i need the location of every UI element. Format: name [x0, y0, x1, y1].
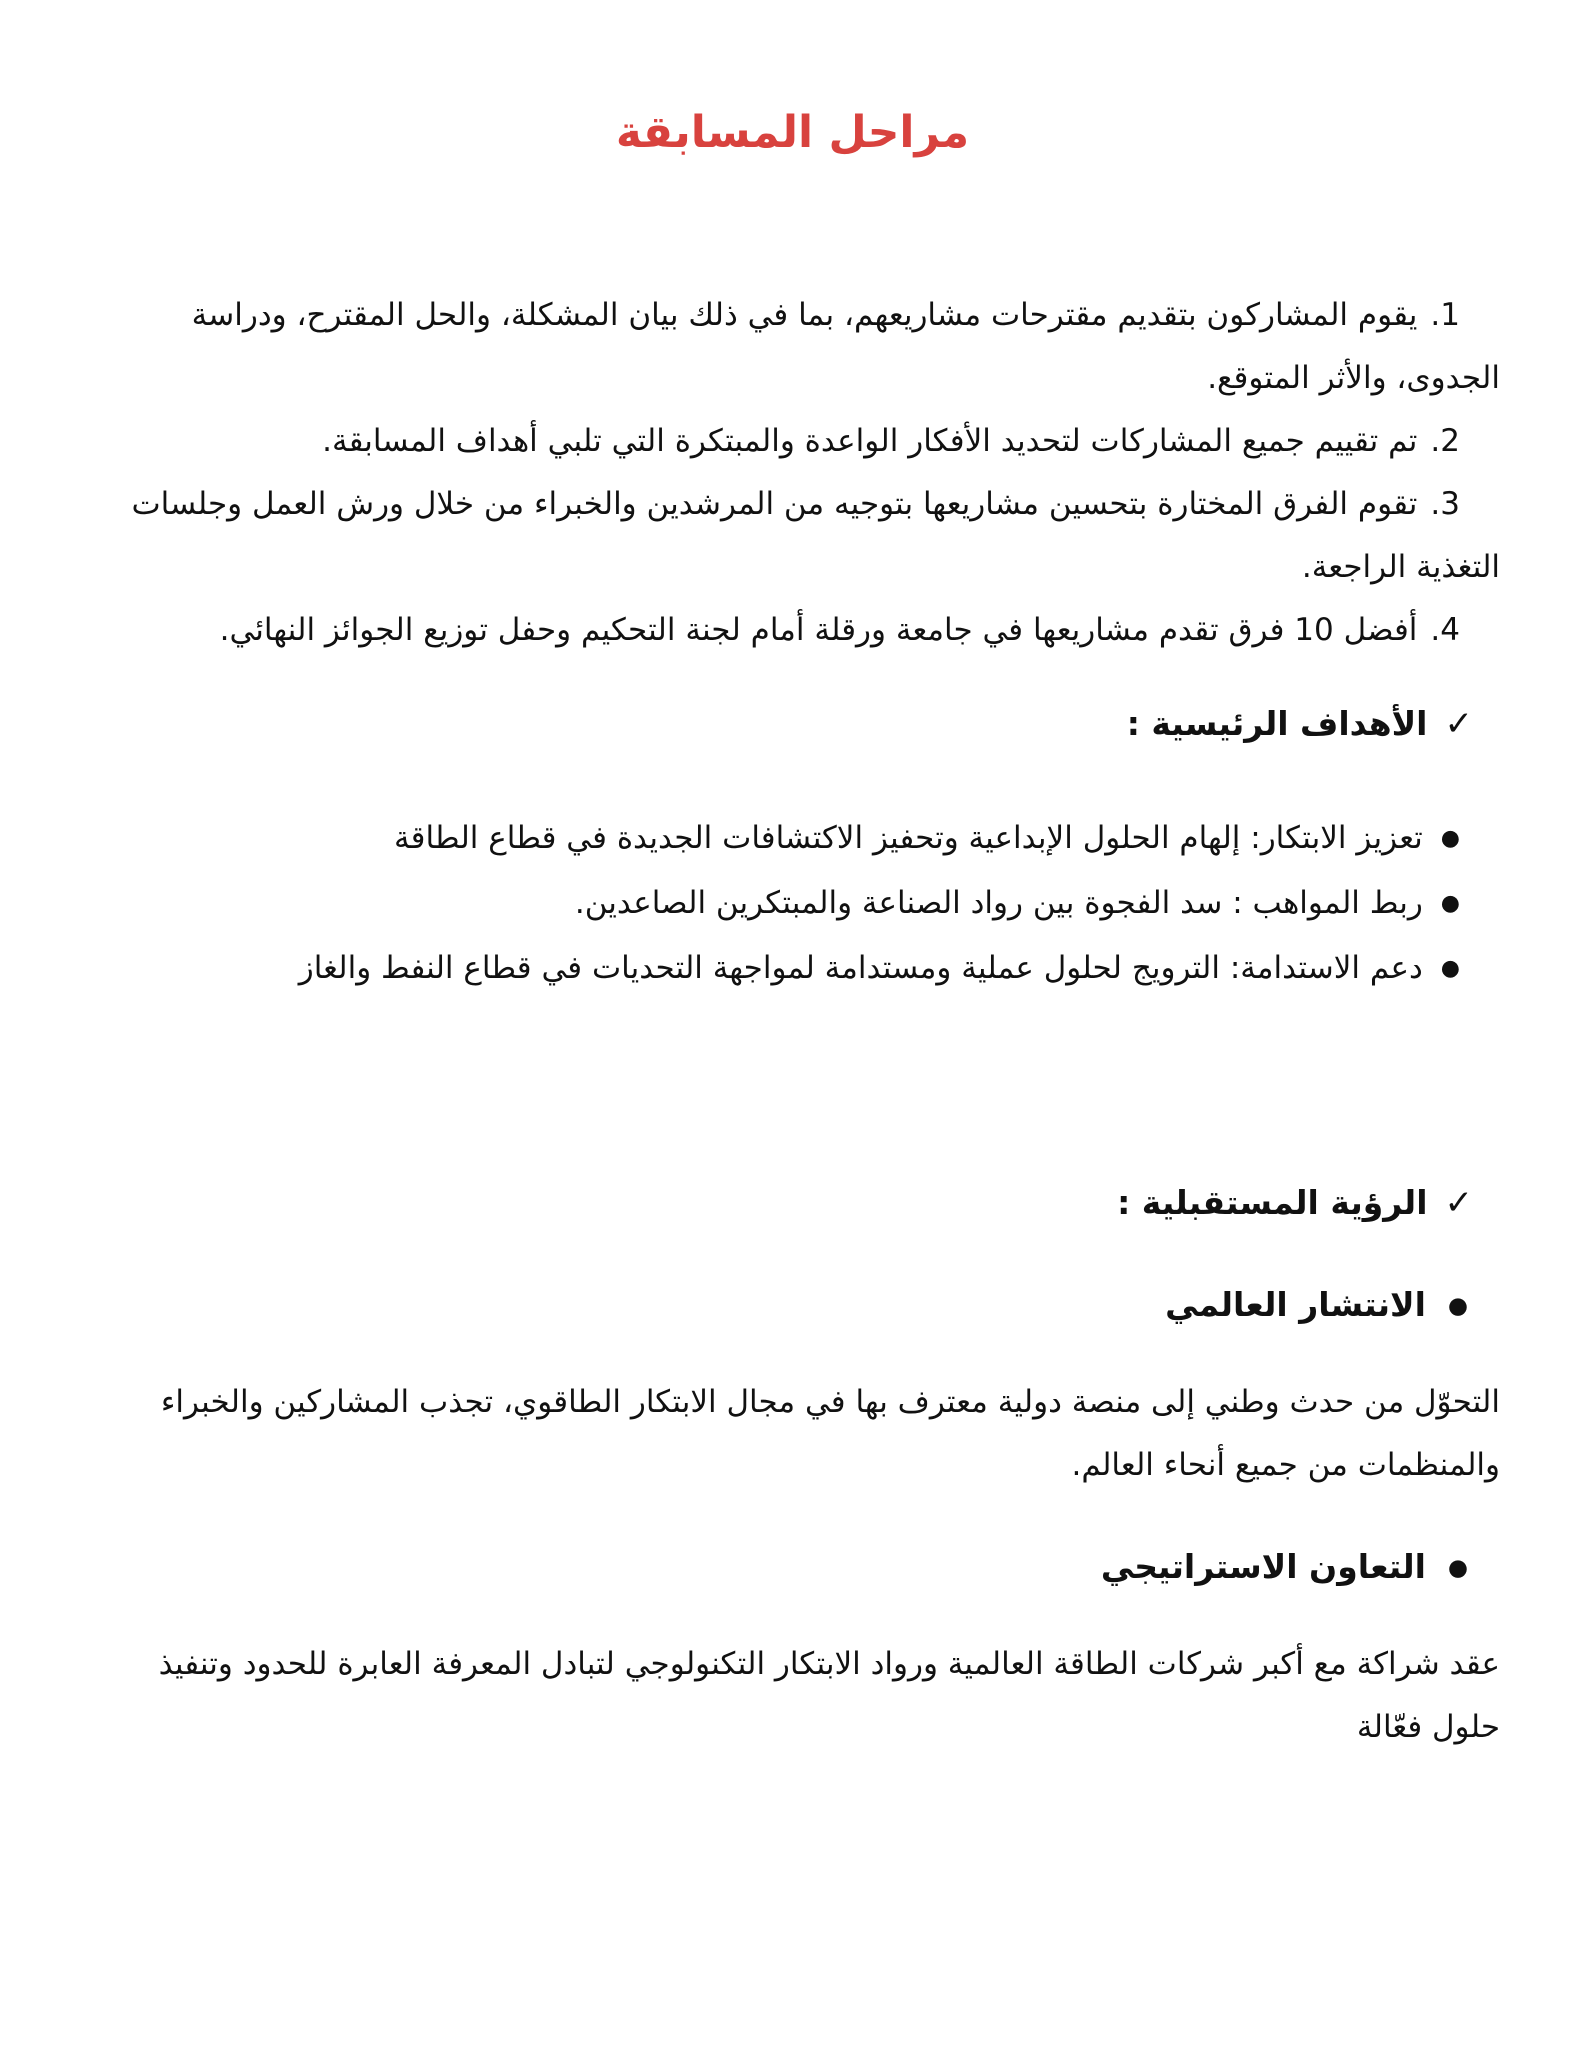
list-number: 2.: [1430, 423, 1460, 459]
list-item: [85, 284, 1500, 410]
objectives-heading: الأهداف الرئيسية :: [1126, 704, 1428, 743]
list-number: 3.: [1430, 486, 1460, 522]
vision-paragraph: عقد شراكة مع أكبر شركات الطاقة العالمية ورواد الابتكار التكنولوجي لتبادل المعرفة العابرة للحدود وتنفيذ حلول فعّالة: [158, 1646, 1500, 1745]
list-number: 1.: [1430, 297, 1460, 333]
checkmark-icon: ✓: [1444, 704, 1473, 744]
page-title: مراحل المسابقة: [615, 107, 970, 158]
list-item: [85, 599, 1500, 662]
stage-text: يقوم المشاركون بتقديم مقترحات مشاريعهم، بما في ذلك بيان المشكلة، والحل المقترح، ودراسة الجدوى، والأثر المتوقع.: [191, 297, 1500, 396]
list-item: [85, 410, 1500, 473]
stage-text: تم تقييم جميع المشاركات لتحديد الأفكار الواعدة والمبتكرة التي تلبي أهداف المسابقة.: [322, 423, 1418, 459]
bullet-icon: ●: [1440, 826, 1460, 851]
stage-text: أفضل 10 فرق تقدم مشاريعها في جامعة ورقلة أمام لجنة التحكيم وحفل توزيع الجوائز النهائي.: [219, 612, 1418, 648]
list-item: [85, 473, 1500, 599]
checkmark-icon: ✓: [1444, 1183, 1473, 1223]
objective-text: ربط المواهب : سد الفجوة بين رواد الصناعة والمبتكرين الصاعدين.: [574, 885, 1423, 921]
vision-subheading-strategic-cooperation: [85, 1535, 1500, 1600]
bullet-icon: ●: [1440, 891, 1460, 916]
vision-heading-row: [85, 1171, 1500, 1235]
list-item: [85, 871, 1500, 936]
subheading-text: الانتشار العالمي: [1165, 1285, 1426, 1324]
stage-text: تقوم الفرق المختارة بتحسين مشاريعها بتوجيه من المرشدين والخبراء من خلال ورش العمل وجلسات التغذية الراجعة.: [131, 486, 1500, 585]
vision-subheading-global-reach: [85, 1273, 1500, 1338]
objective-text: تعزيز الابتكار: إلهام الحلول الإبداعية وتحفيز الاكتشافات الجديدة في قطاع الطاقة: [394, 820, 1423, 856]
vision-heading: الرؤية المستقبلية :: [1117, 1183, 1428, 1222]
objectives-list: [85, 806, 1500, 1001]
list-item: [85, 806, 1500, 871]
bullet-icon: ●: [1447, 1293, 1468, 1319]
vision-paragraph: التحوّل من حدث وطني إلى منصة دولية معترف بها في مجال الابتكار الطاقوي، تجذب المشاركين والخبراء والمنظمات من جميع أنحاء العالم.: [160, 1384, 1500, 1483]
bullet-icon: ●: [1440, 956, 1460, 981]
objectives-heading-row: [85, 692, 1500, 756]
bullet-icon: ●: [1447, 1555, 1468, 1581]
stages-list: [85, 284, 1500, 662]
list-number: 4.: [1430, 612, 1460, 648]
objective-text: دعم الاستدامة: الترويج لحلول عملية ومستدامة لمواجهة التحديات في قطاع النفط والغاز: [298, 950, 1423, 986]
subheading-text: التعاون الاستراتيجي: [1100, 1547, 1426, 1586]
list-item: [85, 936, 1500, 1001]
